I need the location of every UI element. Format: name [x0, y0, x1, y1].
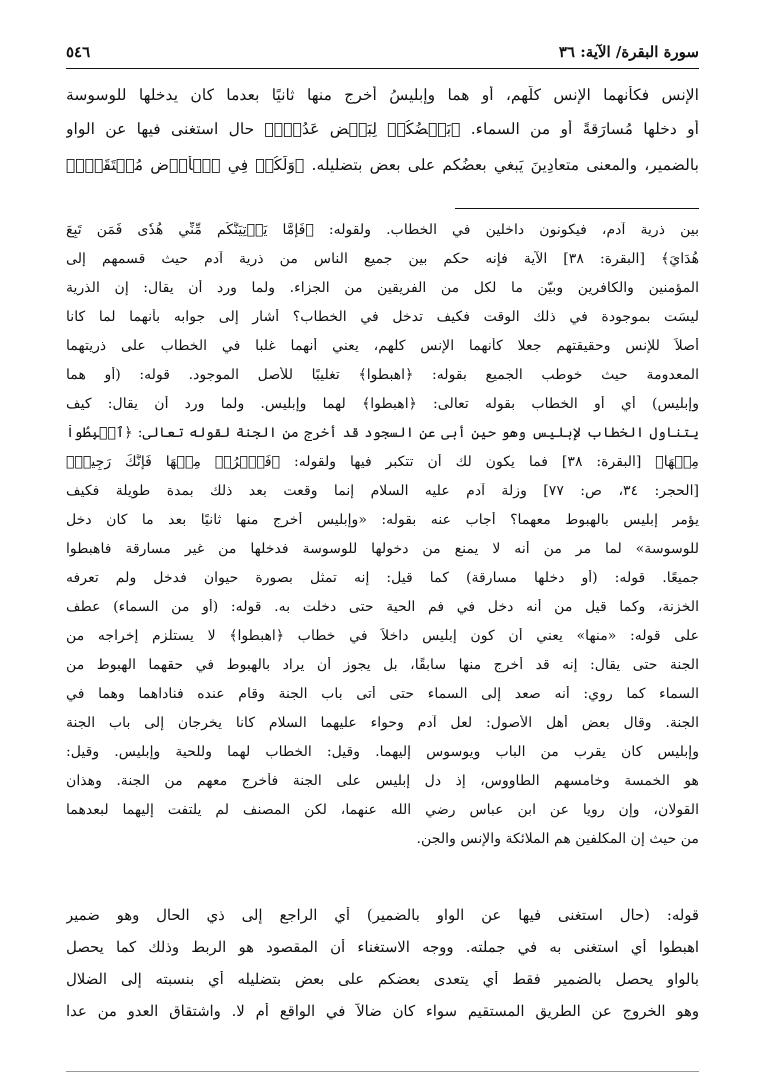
commentary-line: أصلاً للإنس وحقيقتهم جعلا كأنهما الإنس كلهم، يعني أنهما غلبا في الخطاب على ذريتهما — [66, 338, 699, 354]
main-text-line: الإنس فكأنهما الإنس كلُّهم، أو هما وإبليسُ أُخرج منها ثانيًا بعدما كان يدخلها للوسوسة — [66, 86, 699, 104]
surah-reference: سورة البقرة/ الآية: ٣٦ — [558, 43, 699, 61]
commentary-line: [الحجر: ٣٤، ص: ٧٧] وزلة آدم عليه السلام إنما وقعت بعد ذلك بمدة طويلة فكيف — [66, 483, 699, 499]
explanation-line: بالواو يحصل بالضمير فقط أي يتعدى بعضكم على بعض بتضليله أي بنسبته إلى الضلال — [66, 971, 699, 988]
page-header — [66, 36, 699, 69]
commentary-line: ليسَت بموجودة في ذلك الوقت فكيف تدخل في الخطاب؟ أشار إلى جوابه بأنهما لما كانا — [66, 309, 699, 325]
commentary-line: الخزنة، وكما قيل من أنه دخل في فم الحية حتى دخلت به. قوله: (أو من السماء) عطف — [66, 599, 699, 615]
explanation-line: اهبطوا أي استغنى به في جملته. ووجه الاستغناء أن المقصود هو الربط وذلك كما يحصل — [66, 939, 699, 956]
commentary-line: على قوله: «منها» يعني أن كون إبليس داخلاً في خطاب ﴿اهبطوا﴾ لا يستلزم إخراجه من — [66, 628, 699, 644]
explanation-line: قوله: (حال استغنى فيها عن الواو بالضمير) أي الراجع إلى ذي الحال وهو ضمير — [66, 907, 699, 924]
page-number: ٥٤٦ — [66, 43, 91, 61]
page-bottom-rule — [66, 1071, 699, 1072]
commentary-line: يتناول الخطاب لإبليس وهو حين أبى عن السجود قد أخرج من الجنة لقوله تعالى: ﴿ٱهۡبِطُواْ — [66, 425, 699, 441]
commentary-text — [66, 212, 699, 862]
commentary-line: هو الخمسة وخامسهم الطاووس، إذ دل إبليس على الجنة فأخرج معهم من الجنة. وهذان — [66, 773, 699, 789]
commentary-line: يؤمر إبليس بالهبوط معهما؟ أجاب عنه بقوله: «وإبليس أخرج منها ثانيًا بعد ما كان دخل — [66, 512, 699, 528]
commentary-line: هُدَايَ﴾ [البقرة: ٣٨] الآية فإنه حكم بين جميع الناس من ذرية آدم حيث قسمهم إلى — [66, 251, 699, 267]
commentary-line: السماء كما روي: أنه صعد إلى السماء حتى أتى باب الجنة وقام عنده فناداهما وهما في — [66, 686, 699, 702]
commentary-line: المعدومة حيث خوطب الجميع بقوله: ﴿اهبطوا﴾ تغليبًا للأصل الموجود. قوله: (أو هما — [66, 367, 699, 383]
commentary-line: الجنة. وقال بعض أهل الأصول: لعل آدم وحواء عليهما السلام كانا يخرجان إلى باب الجنة — [66, 715, 699, 731]
commentary-line: بين ذرية آدم، فيكونون داخلين في الخطاب. ولقوله: ﴿فَإِمَّا يَأۡتِيَنَّكُم مِّنِّي هُدٗى فَمَن تَبِعَ — [66, 222, 699, 238]
commentary-line: جميعًا. قوله: (أو دخلها مسارقة) كما قيل: إنه تمثل بصورة حيوان فدخل ولم تعرفه — [66, 570, 699, 586]
main-text-line: أو دخلها مُسارَقةً أو من السماء. ﴿بَعۡضُكُمۡ لِبَعۡضٍ عَدُوّٞ﴾ حال استغنى فيها عن الواو — [66, 120, 699, 138]
main-text-line: بالضمير، والمعنى متعادِينَ يَبغي بعضُكم على بعض بتضليله. ﴿وَلَكُمۡ فِي ٱلۡأَرۡضِ مُسۡتَقَرّٞ﴾ — [66, 156, 699, 174]
commentary-line: الجنة حتى يقال: إنه قد أخرج منها سابقًا، بل يجوز أن يراد بالهبوط في حقهما الهبوط من — [66, 657, 699, 673]
explanation-line: وهو الخروج عن الطريق المستقيم سواء كان ضالاً في الواقع أم لا. واشتقاق العدو من عدا — [66, 1003, 699, 1020]
commentary-line: المؤمنين والكافرين وبيّن ما لكل من الفريقين من الجزاء. ولما ورد أن يقال: إن الذرية — [66, 280, 699, 296]
commentary-line: للوسوسة» لما مر من أنه لا يمنع من دخولها للوسوسة فدخلها من غير مسارقة فاهبطوا — [66, 541, 699, 557]
commentary-line: مِنۡهَا﴾ [البقرة: ٣٨] فما يكون لك أن تتكبر فيها ولقوله: ﴿فَٱخۡرُجۡ مِنۡهَا فَإِنَّكَ رَجِيمٞ﴾ — [66, 454, 699, 470]
commentary-line: وإبليس) أي أو الخطاب بقوله تعالى: ﴿اهبطوا﴾ لهما وإبليس. ولما ورد أن يقال: كيف — [66, 396, 699, 412]
main-text — [66, 76, 699, 186]
explanation-text — [66, 895, 699, 1045]
section-separator — [455, 208, 699, 209]
commentary-last-line: من حيث إن المكلفين هم الملائكة والإنس والجن. — [416, 831, 699, 847]
commentary-line: القولان، وإن رويا عن ابن عباس رضي الله عنهما، لكن المصنف لم يلتفت إليهما لبعدهما — [66, 802, 699, 818]
commentary-line: وإبليس كان يقرب من الباب ويوسوس إليهما. وقيل: الخطاب لهما وللحية وإبليس. وقيل: — [66, 744, 699, 760]
